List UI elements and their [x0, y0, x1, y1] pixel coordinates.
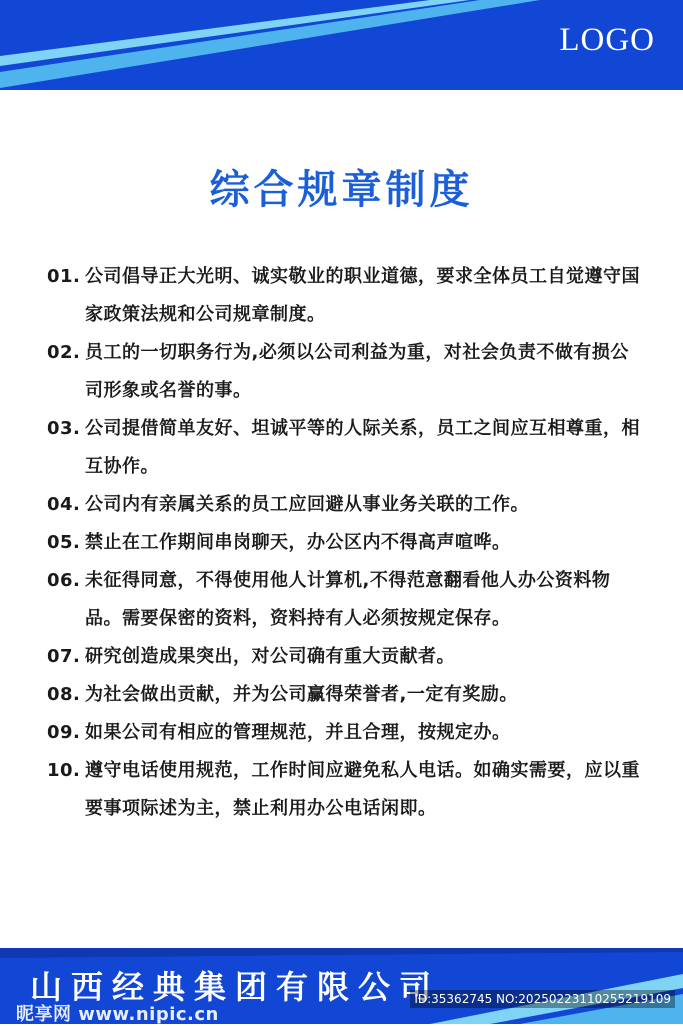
company-name: 山西经典集团有限公司 — [30, 968, 441, 1006]
rule-number: 02. — [47, 342, 81, 363]
header-banner — [0, 0, 683, 90]
rule-text: 公司提借简单友好、坦诚平等的人际关系，员工之间应互相尊重，相互协作。 — [85, 418, 640, 477]
rule-item — [47, 562, 647, 638]
rule-text: 如果公司有相应的管理规范，并且合理，按规定办。 — [85, 722, 511, 743]
rule-number: 04. — [47, 494, 81, 515]
rule-number: 05. — [47, 532, 81, 553]
rule-item — [47, 752, 647, 828]
rule-text: 公司内有亲属关系的员工应回避从事业务关联的工作。 — [85, 494, 529, 515]
rule-number: 07. — [47, 646, 81, 667]
rule-item — [47, 258, 647, 334]
rule-item — [47, 410, 647, 486]
rule-item — [47, 334, 647, 410]
rule-text: 员工的一切职务行为,必须以公司利益为重，对社会负责不做有损公司形象或名誉的事。 — [85, 342, 629, 401]
page-title: 综合规章制度 — [209, 167, 474, 213]
rule-item — [47, 714, 647, 752]
rule-item — [47, 524, 647, 562]
logo: LOGO — [559, 22, 655, 58]
rule-text: 未征得同意，不得使用他人计算机,不得范意翻看他人办公资料物品。需要保密的资料，资料持有人必须按规定保存。 — [85, 570, 611, 629]
rule-item — [47, 486, 647, 524]
rule-text: 公司倡导正大光明、诚实敬业的职业道德，要求全体员工自觉遵守国家政策法规和公司规章制度。 — [85, 266, 640, 325]
rule-number: 03. — [47, 418, 81, 439]
rule-text: 为社会做出贡献，并为公司赢得荣誉者,一定有奖励。 — [85, 684, 518, 705]
rules-list — [47, 258, 647, 828]
watermark-site: 昵享网 www.nipic.cn — [16, 1004, 219, 1025]
rule-number: 01. — [47, 266, 81, 287]
watermark-id: ID:35362745 NO:20250223110255219109 — [410, 990, 675, 1008]
rule-number: 06. — [47, 570, 81, 591]
rule-text: 禁止在工作期间串岗聊天，办公区内不得高声喧哗。 — [85, 532, 511, 553]
rule-number: 08. — [47, 684, 81, 705]
rule-text: 遵守电话使用规范，工作时间应避免私人电话。如确实需要，应以重要事项际述为主，禁止利用办公电话闲即。 — [85, 760, 640, 819]
rule-number: 09. — [47, 722, 81, 743]
rule-number: 10. — [47, 760, 81, 781]
rule-item — [47, 638, 647, 676]
rule-item — [47, 676, 647, 714]
rule-text: 研究创造成果突出，对公司确有重大贡献者。 — [85, 646, 455, 667]
